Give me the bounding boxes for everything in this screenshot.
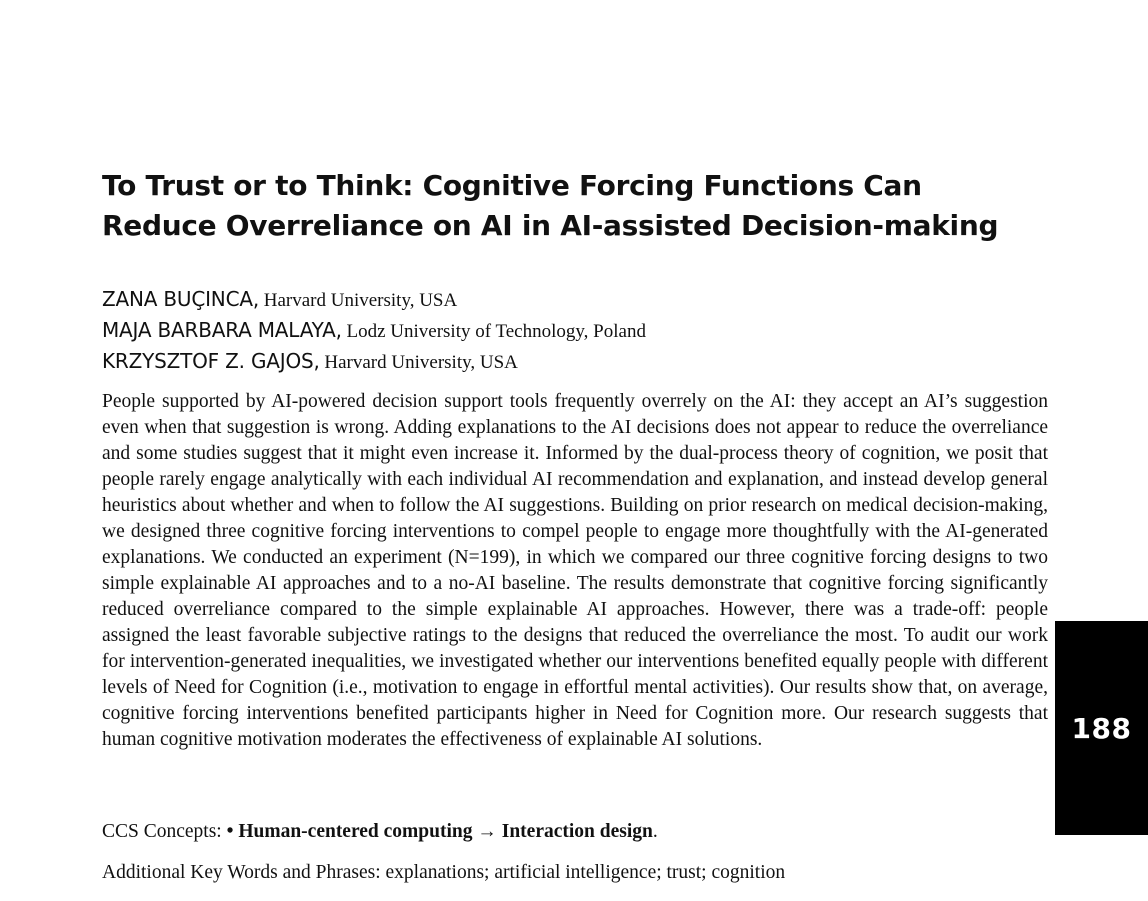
author-2: [102, 315, 1042, 346]
author-name: ZANA BUÇINCA,: [102, 287, 259, 311]
ccs-label: CCS Concepts:: [102, 821, 227, 842]
keywords: [102, 860, 1042, 886]
author-affiliation: Harvard University, USA: [319, 352, 518, 373]
keywords-text: explanations; artificial intelligence; trust; cognition: [385, 862, 786, 883]
ccs-bullet: •: [226, 821, 239, 842]
keywords-label: Additional Key Words and Phrases:: [102, 862, 386, 883]
title-line-1: To Trust or to Think: Cognitive Forcing Functions Can: [102, 169, 922, 202]
author-1: [102, 284, 1042, 315]
page-number-tab: [1055, 621, 1148, 835]
author-name: MAJA BARBARA MALAYA,: [102, 318, 342, 342]
paper-title: [102, 166, 1062, 246]
abstract: People supported by AI-powered decision support tools frequently overrely on the AI: they accept an AI’s suggestion even when that suggestion is wrong. Adding explanations to the AI decisions does not appear to reduce the overreliance and some studies suggest that it might even increase it. Informed by the dual-process theory of cognition, we posit that people rarely engage analytically with each individual AI recommendation and explanation, and instead develop general heuristics about whether and when to follow the AI suggestions. Building on prior research on medical decision-making, we designed three cognitive forcing interventions to compel people to engage more thoughtfully with the AI-generated explanations. We conducted an experiment (N=199), in which we compared our three cognitive forcing designs to two simple explainable AI approaches and to a no-AI baseline. The results demonstrate that cognitive forcing significantly reduced overreliance compared to the simple explainable AI approaches. However, there was a trade-off: people assigned the least favorable subjective ratings to the designs that reduced the overreliance the most. To audit our work for intervention-generated inequalities, we investigated whether our interventions benefited equally people with different levels of Need for Cognition (i.e., motivation to engage in effortful mental activities). Our results show that, on average, cognitive forcing interventions benefited participants higher in Need for Cognition more. Our research suggests that human cognitive motivation moderates the effectiveness of explainable AI solutions.: [102, 391, 1048, 750]
author-3: [102, 346, 1042, 377]
author-affiliation: Harvard University, USA: [258, 290, 458, 311]
author-list: [102, 284, 1042, 377]
title-line-2: Reduce Overreliance on AI in AI-assisted Decision-making: [102, 209, 999, 242]
page-number: 188: [1071, 711, 1132, 745]
author-affiliation: Lodz University of Technology, Poland: [341, 321, 646, 342]
ccs-concepts-text: Human-centered computing → Interaction design: [238, 821, 653, 842]
ccs-end: .: [652, 821, 658, 842]
ccs-concepts: [102, 819, 1042, 845]
author-name: KRZYSZTOF Z. GAJOS,: [102, 349, 320, 373]
